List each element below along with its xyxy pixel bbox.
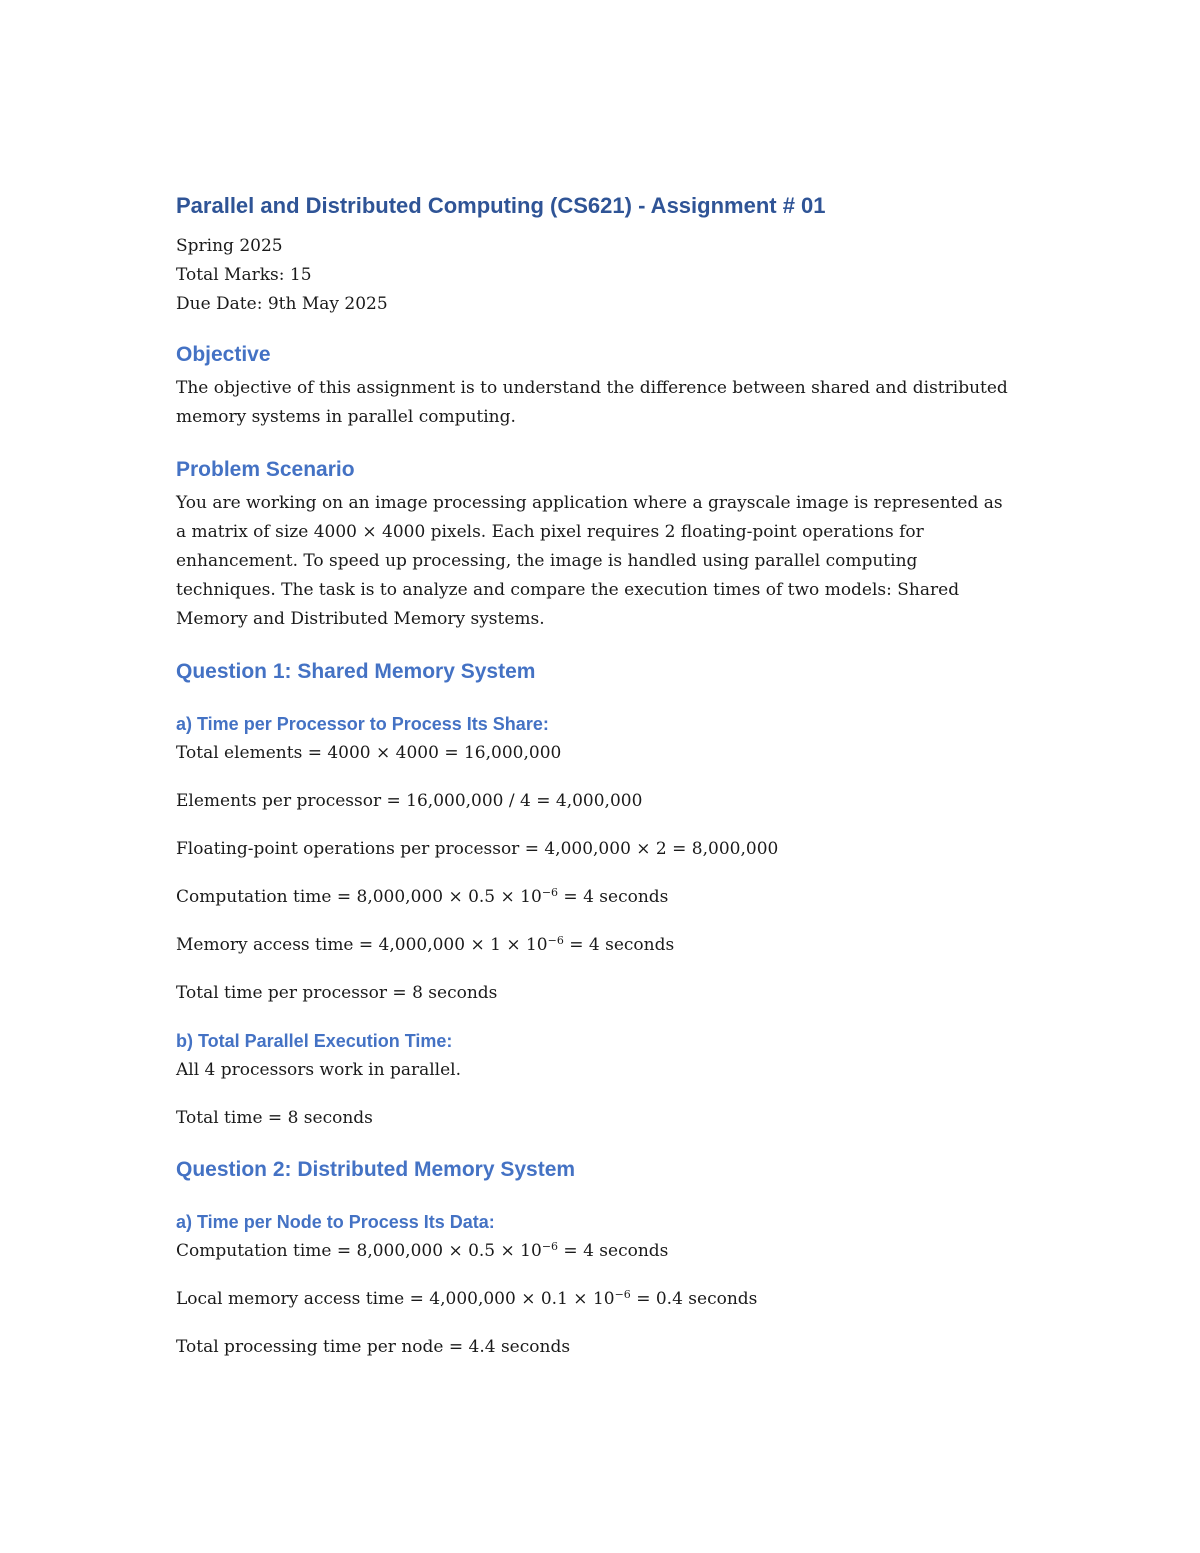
question-1-heading: Question 1: Shared Memory System <box>176 660 536 683</box>
q1-total-per-processor: Total time per processor = 8 seconds <box>176 983 498 1003</box>
q2-local-memory-time-result: = 0.4 seconds <box>630 1289 758 1309</box>
semester-line: Spring 2025 <box>176 236 283 256</box>
total-marks-line: Total Marks: 15 <box>176 265 312 285</box>
q1-flops-per-processor: Floating-point operations per processor = 4,000,000 × 2 = 8,000,000 <box>176 839 779 859</box>
q1-memory-access-time <box>176 931 1016 960</box>
q1-parallel-note: All 4 processors work in parallel. <box>176 1060 461 1080</box>
q2-local-memory-time-exponent: −6 <box>614 1288 631 1301</box>
q2-computation-time-result: = 4 seconds <box>558 1241 669 1261</box>
objective-heading: Objective <box>176 343 271 366</box>
due-date-line: Due Date: 9th May 2025 <box>176 294 388 314</box>
q1-part-b-heading: b) Total Parallel Execution Time: <box>176 1031 453 1051</box>
scenario-text: You are working on an image processing application where a grayscale image is represented as a matrix of size 4000 × 4000 pixels. Each pixel requires 2 floating-point operations for enhancement. To speed up processing, the image is handled using parallel computing techniques. The task is to analyze and compare the execution times of two models: Shared Memory and Distributed Memory systems. <box>176 493 1003 629</box>
document-page <box>176 190 1016 1362</box>
q2-computation-time <box>176 1237 1016 1266</box>
q1-total-elements: Total elements = 4000 × 4000 = 16,000,000 <box>176 743 562 763</box>
question-2-heading: Question 2: Distributed Memory System <box>176 1158 576 1181</box>
q2-computation-time-base: Computation time = 8,000,000 × 0.5 × 10 <box>176 1241 542 1261</box>
q2-computation-time-exponent: −6 <box>541 1240 559 1253</box>
q2-local-memory-time <box>176 1285 1016 1314</box>
q1-computation-time-exponent: −6 <box>541 886 559 899</box>
q1-total-time: Total time = 8 seconds <box>176 1108 373 1128</box>
q1-memory-access-time-result: = 4 seconds <box>563 935 675 955</box>
q1-memory-access-time-base: Memory access time = 4,000,000 × 1 × 10 <box>176 935 548 955</box>
q1-elements-per-processor: Elements per processor = 16,000,000 / 4 = 4,000,000 <box>176 791 643 811</box>
q1-computation-time <box>176 883 1016 912</box>
objective-text: The objective of this assignment is to understand the difference between shared and distributed memory systems in parallel computing. <box>176 378 1008 427</box>
q1-computation-time-result: = 4 seconds <box>558 887 669 907</box>
q1-computation-time-base: Computation time = 8,000,000 × 0.5 × 10 <box>176 887 542 907</box>
q2-local-memory-time-base: Local memory access time = 4,000,000 × 0.1 × 10 <box>176 1289 615 1309</box>
q1-part-a-heading: a) Time per Processor to Process Its Share: <box>176 714 549 734</box>
document-title: Parallel and Distributed Computing (CS621) - Assignment # 01 <box>176 193 826 218</box>
q2-part-a-heading: a) Time per Node to Process Its Data: <box>176 1212 495 1232</box>
q2-total-per-node: Total processing time per node = 4.4 seconds <box>176 1337 571 1357</box>
scenario-heading: Problem Scenario <box>176 458 355 481</box>
q1-memory-access-time-exponent: −6 <box>547 934 564 947</box>
